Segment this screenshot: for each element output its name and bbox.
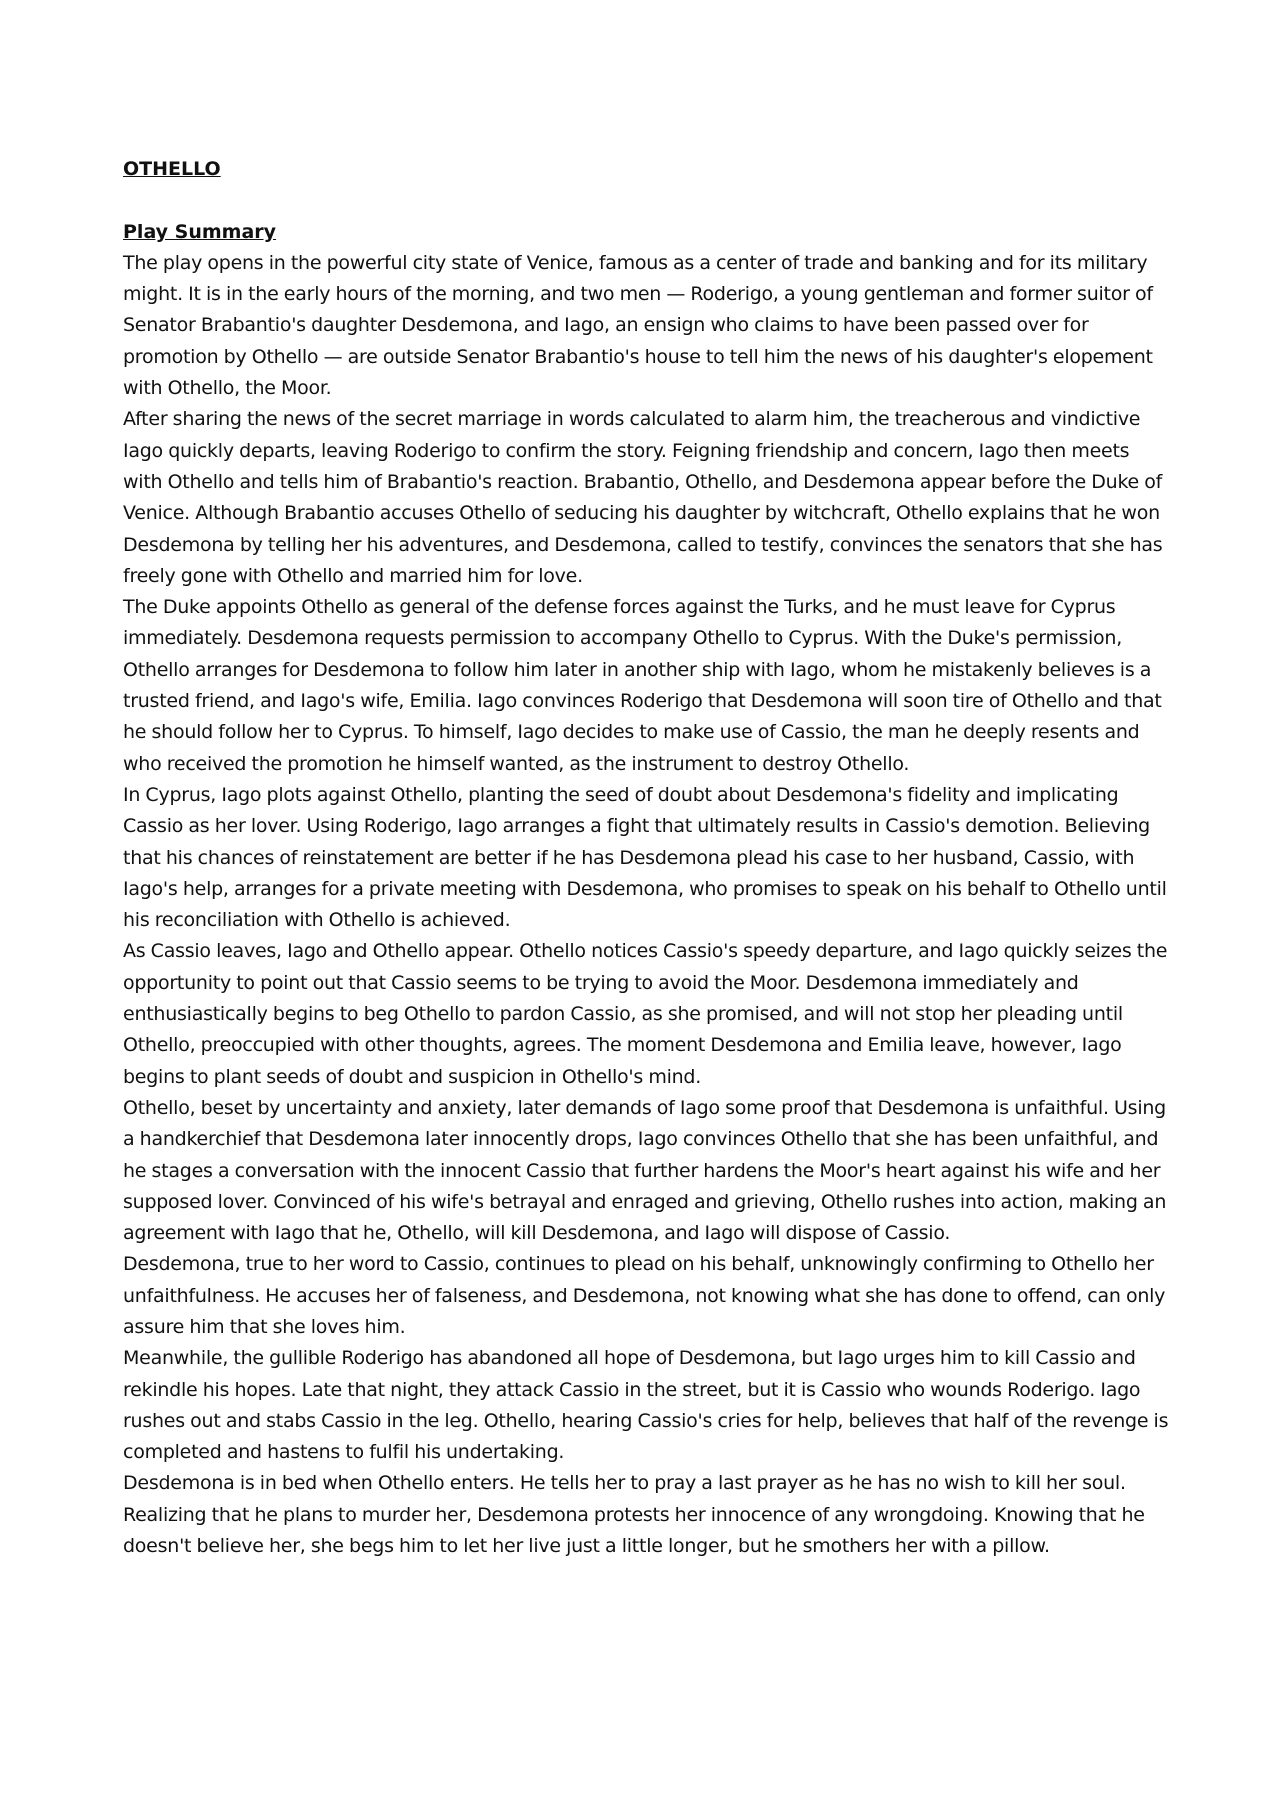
summary-paragraph-6: Othello, beset by uncertainty and anxiety, later demands of Iago some proof that Desdemona is unfaithful. Using a handkerchief that Desdemona later innocently drops, Iago convinces Othello that she has been unfaithful, and he stages a conversation with the innocent Cassio that further hardens the Moor's heart against his wife and her supposed lover. Convinced of his wife's betrayal and enraged and grieving, Othello rushes into action, making an agreement with Iago that he, Othello, will kill Desdemona, and Iago will dispose of Cassio. <box>123 1096 1167 1245</box>
summary-paragraph-4: In Cyprus, Iago plots against Othello, planting the seed of doubt about Desdemona's fidelity and implicating Cassio as her lover. Using Roderigo, Iago arranges a fight that ultimately results in Cassio's demotion. Believing that his chances of reinstatement are better if he has Desdemona plead his case to her husband, Cassio, with Iago's help, arranges for a private meeting with Desdemona, who promises to speak on his behalf to Othello until his reconciliation with Othello is achieved. <box>123 783 1167 932</box>
summary-paragraph-7: Desdemona, true to her word to Cassio, continues to plead on his behalf, unknowingly confirming to Othello her unfaithfulness. He accuses her of falseness, and Desdemona, not knowing what she has done to offend, can only assure him that she loves him. <box>123 1253 1166 1338</box>
document-body <box>123 154 1173 1562</box>
document-title: OTHELLO <box>123 158 221 180</box>
summary-paragraph-5: As Cassio leaves, Iago and Othello appear. Othello notices Cassio's speedy departure, and Iago quickly seizes the opportunity to point out that Cassio seems to be trying to avoid the Moor. Desdemona immediately and enthusiastically begins to beg Othello to pardon Cassio, as she promised, and will not stop her pleading until Othello, preoccupied with other thoughts, agrees. The moment Desdemona and Emilia leave, however, Iago begins to plant seeds of doubt and suspicion in Othello's mind. <box>123 940 1168 1088</box>
summary-paragraph-9: Desdemona is in bed when Othello enters. He tells her to pray a last prayer as he has no wish to kill her soul. Realizing that he plans to murder her, Desdemona protests her innocence of any wrongdoing. Knowing that he doesn't believe her, she begs him to let her live just a little longer, but he smothers her with a pillow. <box>123 1472 1145 1558</box>
summary-paragraph-8: Meanwhile, the gullible Roderigo has abandoned all hope of Desdemona, but Iago urges him to kill Cassio and rekindle his hopes. Late that night, they attack Cassio in the street, but it is Cassio who wounds Roderigo. Iago rushes out and stabs Cassio in the leg. Othello, hearing Cassio's cries for help, believes that half of the revenge is completed and hastens to fulfil his undertaking. <box>123 1347 1169 1464</box>
blank-line <box>123 185 1173 216</box>
summary-paragraph-1: The play opens in the powerful city state of Venice, famous as a center of trade and banking and for its military might. It is in the early hours of the morning, and two men — Roderigo, a young gentleman and former suitor of Senator Brabantio's daughter Desdemona, and Iago, an ensign who claims to have been passed over for promotion by Othello — are outside Senator Brabantio's house to tell him the news of his daughter's elopement with Othello, the Moor. <box>123 251 1153 400</box>
summary-paragraph-2: After sharing the news of the secret marriage in words calculated to alarm him, the treacherous and vindictive Iago quickly departs, leaving Roderigo to confirm the story. Feigning friendship and concern, Iago then meets with Othello and tells him of Brabantio's reaction. Brabantio, Othello, and Desdemona appear before the Duke of Venice. Although Brabantio accuses Othello of seducing his daughter by witchcraft, Othello explains that he won Desdemona by telling her his adventures, and Desdemona, called to testify, convinces the senators that she has freely gone with Othello and married him for love. <box>123 408 1163 587</box>
summary-paragraph-3: The Duke appoints Othello as general of the defense forces against the Turks, and he must leave for Cyprus immediately. Desdemona requests permission to accompany Othello to Cyprus. With the Duke's permission, Othello arranges for Desdemona to follow him later in another ship with Iago, whom he mistakenly believes is a trusted friend, and Iago's wife, Emilia. Iago convinces Roderigo that Desdemona will soon tire of Othello and that he should follow her to Cyprus. To himself, Iago decides to make use of Cassio, the man he deeply resents and who received the promotion he himself wanted, as the instrument to destroy Othello. <box>123 596 1162 775</box>
section-heading-play-summary: Play Summary <box>123 220 277 243</box>
